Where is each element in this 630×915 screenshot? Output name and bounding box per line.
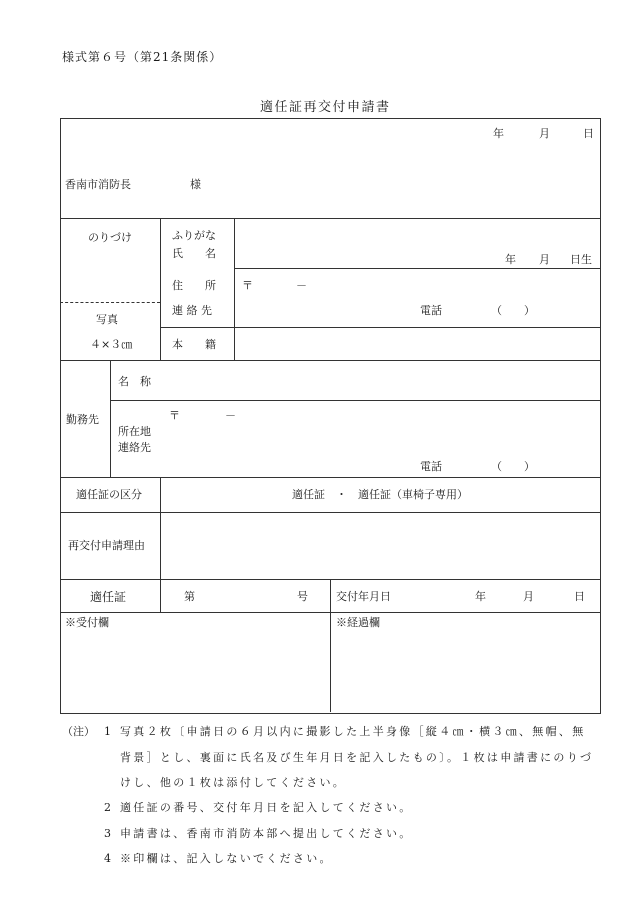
rule bbox=[330, 579, 331, 712]
note-number: 4 bbox=[104, 852, 111, 865]
photo-cut-line bbox=[60, 302, 160, 303]
cert-type-options: 適任証 ・ 適任証（車椅子専用） bbox=[292, 488, 468, 501]
rule bbox=[160, 579, 161, 612]
address-label: 住 所 bbox=[172, 279, 216, 292]
note-number: 3 bbox=[104, 827, 111, 840]
addressee-name: 香南市消防長 bbox=[65, 178, 131, 191]
rule bbox=[110, 400, 600, 401]
issue-day: 日 bbox=[574, 590, 585, 603]
postal-dash: － bbox=[296, 279, 307, 292]
form-title: 適任証再交付申請書 bbox=[260, 100, 391, 115]
workplace-postal-dash: － bbox=[225, 409, 236, 422]
form-number: 様式第６号（第21条関係） bbox=[62, 50, 223, 64]
note-line: 申請書は、香南市消防本部へ提出してください。 bbox=[120, 827, 413, 840]
note-line: 背景］とし、裏面に氏名及び生年月日を記入したもの〕。１枚は申請書にのりづ bbox=[120, 751, 594, 764]
rule bbox=[110, 360, 111, 477]
workplace-phone-paren: （ ） bbox=[491, 460, 535, 473]
domicile-label: 本 籍 bbox=[172, 338, 216, 351]
name-label: 氏 名 bbox=[172, 247, 216, 260]
rule bbox=[234, 218, 235, 360]
birth-day: 日生 bbox=[570, 253, 592, 266]
date-year: 年 bbox=[493, 127, 504, 140]
note-line: 適任証の番号、交付年月日を記入してください。 bbox=[120, 801, 413, 814]
birth-month: 月 bbox=[539, 253, 550, 266]
note-number: 2 bbox=[104, 801, 111, 814]
postal-mark: 〒 bbox=[242, 279, 253, 292]
issue-month: 月 bbox=[523, 590, 534, 603]
addressee-honorific: 様 bbox=[190, 178, 201, 191]
phone-area-paren: （ ） bbox=[491, 304, 535, 317]
note-line: ※印欄は、記入しないでください。 bbox=[120, 852, 333, 865]
furigana-label: ふりがな bbox=[172, 229, 216, 242]
rule bbox=[160, 218, 161, 360]
rule bbox=[160, 477, 161, 512]
note-line: けし、他の１枚は添付してください。 bbox=[120, 776, 347, 789]
date-day: 日 bbox=[583, 127, 594, 140]
rule bbox=[60, 360, 600, 361]
contact-label: 連 絡 先 bbox=[172, 304, 212, 317]
rule bbox=[60, 218, 600, 219]
date-month: 月 bbox=[539, 127, 550, 140]
workplace-phone-label: 電話 bbox=[420, 460, 442, 473]
workplace-label: 勤務先 bbox=[66, 413, 99, 426]
phone-label: 電話 bbox=[420, 304, 442, 317]
cert-label: 適任証 bbox=[90, 590, 127, 604]
cert-dai: 第 bbox=[184, 590, 195, 603]
rule bbox=[234, 268, 600, 269]
reason-label: 再交付申請理由 bbox=[68, 539, 145, 552]
progress-field-label: ※経過欄 bbox=[336, 616, 380, 629]
birth-year: 年 bbox=[505, 253, 516, 266]
cert-type-label: 適任証の区分 bbox=[76, 488, 142, 501]
workplace-name-label: 名 称 bbox=[118, 375, 151, 388]
photo-size: ４×３㎝ bbox=[90, 338, 133, 351]
note-number: 1 bbox=[104, 725, 111, 738]
rule bbox=[160, 512, 161, 579]
photo-paste-label: のりづけ bbox=[88, 231, 132, 244]
note-line: 写真２枚〔申請日の６月以内に撮影した上半身像［縦４㎝・横３㎝、無帽、無 bbox=[120, 725, 586, 738]
rule bbox=[60, 477, 600, 478]
issue-date-label: 交付年月日 bbox=[336, 590, 391, 603]
photo-label: 写真 bbox=[96, 313, 118, 326]
notes-prefix: （注） bbox=[62, 725, 95, 738]
rule bbox=[60, 512, 600, 513]
workplace-location-label: 所在地 bbox=[118, 425, 151, 438]
workplace-postal-mark: 〒 bbox=[169, 409, 180, 422]
workplace-contact-label: 連絡先 bbox=[118, 441, 151, 454]
cert-go: 号 bbox=[297, 590, 308, 603]
issue-year: 年 bbox=[475, 590, 486, 603]
reception-field-label: ※受付欄 bbox=[65, 616, 109, 629]
rule bbox=[160, 327, 600, 328]
